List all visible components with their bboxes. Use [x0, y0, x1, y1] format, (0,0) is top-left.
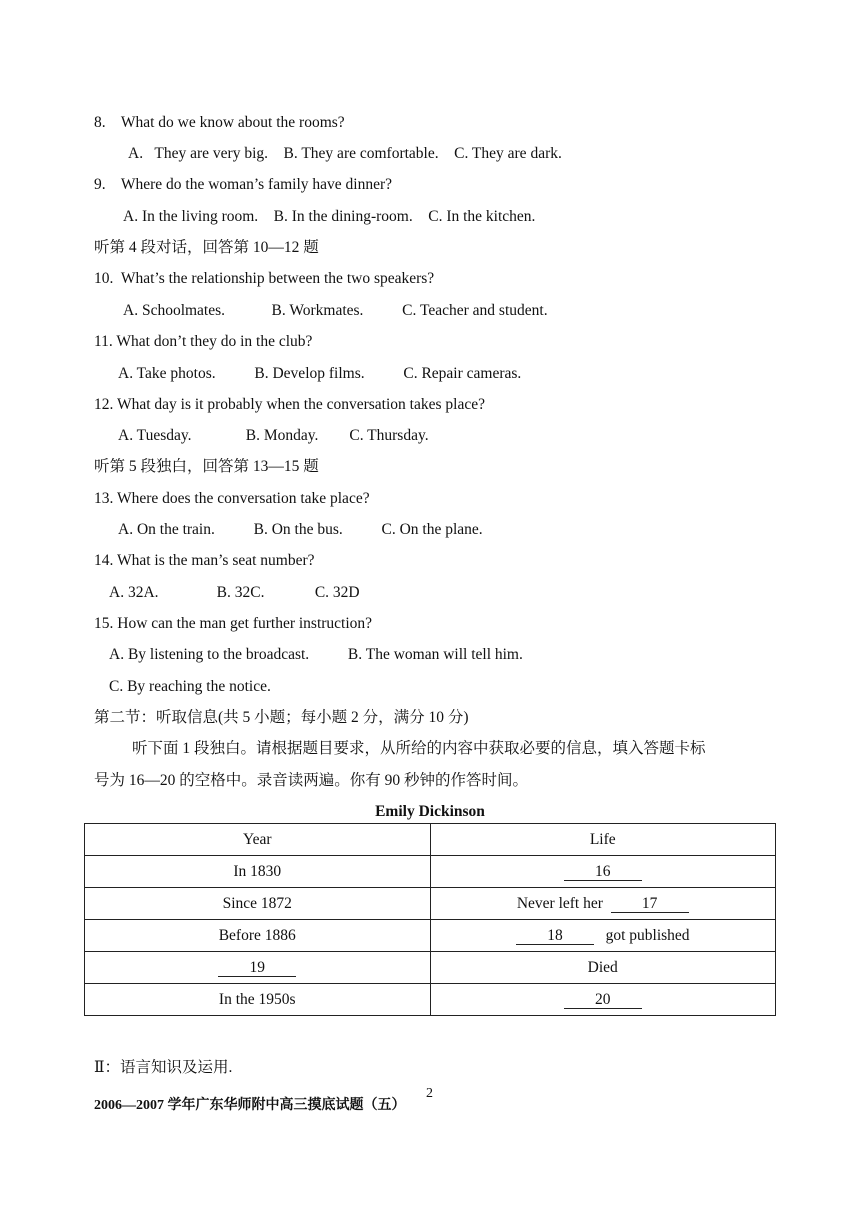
question-13: 13. Where does the conversation take place?	[94, 490, 370, 507]
year-text: In the 1950s	[218, 990, 296, 1008]
life-cell	[430, 984, 776, 1016]
answer-blank-16: 16	[564, 864, 642, 881]
life-text: Never left her	[516, 894, 611, 912]
life-cell	[430, 920, 776, 952]
table-row	[85, 920, 776, 952]
header-life: Life	[430, 824, 776, 856]
life-text: Died	[587, 958, 618, 976]
year-cell	[85, 952, 431, 984]
header-year: Year	[85, 824, 431, 856]
page-number: 2	[426, 1086, 433, 1101]
question-12: 12. What day is it probably when the conversation takes place?	[94, 396, 485, 413]
section-2-instruction-line1: 听下面 1 段独白。请根据题目要求，从所给的内容中获取必要的信息，填入答题卡标	[132, 740, 706, 757]
life-cell	[430, 856, 776, 888]
page-footer: 2006—2007 学年广东华师附中高三摸底试题（五）	[94, 1098, 406, 1113]
question-15-option-c: C. By reaching the notice.	[109, 678, 271, 695]
answer-blank-18: 18	[516, 928, 594, 945]
info-table	[84, 823, 776, 1016]
table-row	[85, 952, 776, 984]
question-14-options: A. 32A. B. 32C. C. 32D	[109, 584, 360, 601]
question-9-options: A. In the living room. B. In the dining-room. C. In the kitchen.	[123, 208, 536, 225]
question-13-options: A. On the train. B. On the bus. C. On the plane.	[118, 521, 483, 538]
question-15: 15. How can the man get further instruction?	[94, 615, 373, 632]
table-row	[85, 984, 776, 1016]
table-row	[85, 856, 776, 888]
question-11-options: A. Take photos. B. Develop films. C. Repair cameras.	[118, 365, 522, 382]
answer-blank-19: 19	[218, 960, 296, 977]
question-8: 8. What do we know about the rooms?	[94, 114, 345, 131]
section-instruction-4: 听第 4 段对话，回答第 10—12 题	[94, 239, 319, 256]
answer-blank-17: 17	[611, 896, 689, 913]
year-text: Since 1872	[222, 894, 292, 912]
table-header-row	[85, 824, 776, 856]
table-caption: Emily Dickinson	[375, 803, 485, 820]
year-text: Before 1886	[218, 926, 296, 944]
section-2-heading: 第二节：听取信息(共 5 小题；每小题 2 分，满分 10 分)	[94, 709, 469, 726]
question-10: 10. What’s the relationship between the two speakers?	[94, 270, 435, 287]
year-cell	[85, 984, 431, 1016]
question-12-options: A. Tuesday. B. Monday. C. Thursday.	[118, 427, 429, 444]
question-8-options: A. They are very big. B. They are comfortable. C. They are dark.	[128, 145, 562, 162]
section-2-instruction-line2: 号为 16—20 的空格中。录音读两遍。你有 90 秒钟的作答时间。	[94, 772, 529, 789]
question-11: 11. What don’t they do in the club?	[94, 333, 313, 350]
life-cell	[430, 888, 776, 920]
year-text: In 1830	[233, 862, 282, 880]
year-cell	[85, 920, 431, 952]
answer-blank-20: 20	[564, 992, 642, 1009]
table-row	[85, 888, 776, 920]
year-cell	[85, 856, 431, 888]
life-text: got published	[593, 926, 690, 944]
question-10-options: A. Schoolmates. B. Workmates. C. Teacher and student.	[123, 302, 548, 319]
question-14: 14. What is the man’s seat number?	[94, 552, 315, 569]
question-15-options-ab: A. By listening to the broadcast. B. The woman will tell him.	[109, 646, 523, 663]
part-2-heading: Ⅱ：语言知识及运用.	[94, 1059, 233, 1076]
year-cell	[85, 888, 431, 920]
question-9: 9. Where do the woman’s family have dinner?	[94, 176, 392, 193]
section-instruction-5: 听第 5 段独白，回答第 13—15 题	[94, 458, 319, 475]
life-cell	[430, 952, 776, 984]
